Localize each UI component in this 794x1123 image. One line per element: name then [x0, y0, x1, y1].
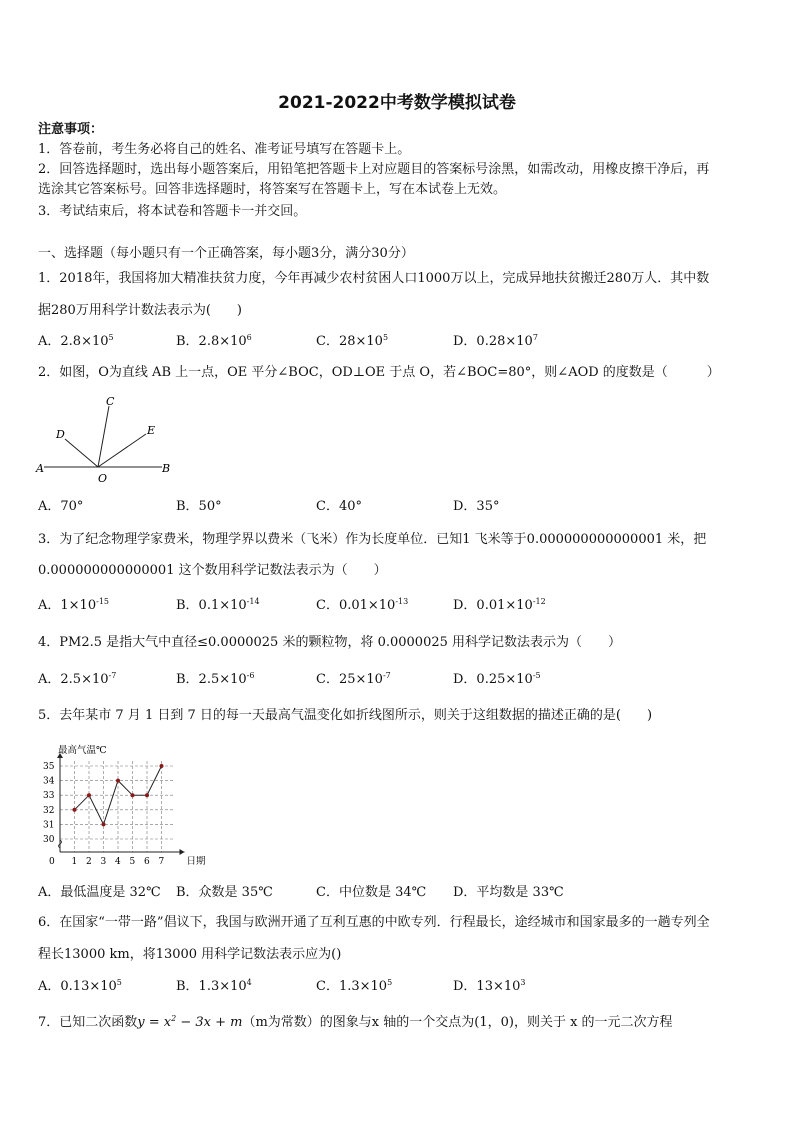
y-tick-label: 34	[43, 776, 55, 787]
question-4-option-a[interactable]: A．$2.5\times 10^{-7}$	[38, 671, 117, 687]
question-6-option-b[interactable]: B．$1.3\times 10^4$	[176, 978, 252, 994]
question-1-option-b[interactable]: B．$2.8\times 10^6$	[176, 333, 252, 349]
question-1-option-a[interactable]: A．$2.8\times 10^5$	[38, 333, 114, 349]
data-point	[160, 764, 164, 768]
question-2-option-a[interactable]: A．70°	[38, 499, 84, 514]
y-tick-label: 30	[43, 835, 55, 845]
question-5-option-b[interactable]: B．众数是 35℃	[176, 885, 273, 900]
question-3-option-d[interactable]: D．$0.01\times 10^{-12}$	[453, 597, 546, 613]
question-4-text: 4．PM2.5 是指大气中直径≤0.0000025 米的颗粒物，将 0.0000025 用科学记数法表示为（ ）	[38, 635, 622, 650]
notice-item-1: 1．答卷前，考生务必将自己的姓名、准考证号填写在答题卡上。	[38, 142, 411, 157]
data-point	[145, 793, 149, 797]
x-tick-label: 4	[115, 857, 121, 867]
question-6-option-d[interactable]: D．$13\times 10^3$	[453, 978, 526, 994]
data-point	[87, 793, 91, 797]
notice-item-2: 2．回答选择题时，选出每小题答案后，用铅笔把答题卡上对应题目的答案标号涂黑，如需改动，用橡皮擦干净后，再	[38, 162, 710, 177]
question-2-text: 2．如图，O为直线 AB 上一点，OE 平分∠BOC，OD⊥OE 于点 O，若∠BOC=80°，则∠AOD 的度数是（ ）	[38, 365, 720, 380]
data-point	[73, 808, 77, 812]
data-point	[116, 779, 120, 783]
y-tick-label: 32	[43, 805, 55, 816]
x-tick-label: 5	[129, 857, 136, 867]
figure-label-a: A	[36, 462, 44, 475]
question-1-option-c[interactable]: C．$28\times 10^5$	[316, 333, 389, 349]
y-tick-label: 33	[43, 791, 55, 802]
figure-label-b: B	[162, 462, 171, 475]
question-5-option-a[interactable]: A．最低温度是 32℃	[38, 885, 161, 900]
x-tick-label: 2	[86, 857, 92, 867]
notice-item-2-cont: 选涂其它答案标号。回答非选择题时，将答案写在答题卡上，写在本试卷上无效。	[38, 182, 507, 197]
question-2-option-d[interactable]: D．35°	[453, 499, 500, 514]
question-6-text-cont: 程长13000 km，将13000 用科学记数法表示应为()	[38, 947, 342, 962]
figure-label-d: D	[56, 428, 65, 441]
y-axis-label: 最高气温℃	[58, 745, 107, 756]
x-tick-label: 7	[158, 857, 165, 867]
x-axis-arrow	[180, 849, 185, 855]
figure-label-c: C	[106, 395, 115, 408]
question-1-text: 1．2018年，我国将加大精准扶贫力度，今年再减少农村贫困人口1000万以上，完成异地扶贫搬迁280万人．其中数	[38, 271, 710, 286]
question-1-text-cont: 据280万用科学计数法表示为( )	[38, 303, 242, 318]
question-4-option-b[interactable]: B．$2.5\times 10^{-6}$	[176, 671, 255, 687]
origin-label: 0	[49, 857, 55, 867]
data-point	[131, 793, 135, 797]
question-3-option-b[interactable]: B．$0.1\times 10^{-14}$	[176, 597, 260, 613]
y-tick-label: 31	[43, 820, 55, 831]
x-tick-label: 3	[100, 857, 107, 867]
question-3-option-c[interactable]: C．$0.01\times 10^{-13}$	[316, 597, 409, 613]
notice-heading: 注意事项：	[38, 122, 104, 137]
question-3-text-cont: 0.000000000000001 这个数用科学记数法表示为（ ）	[38, 563, 387, 578]
x-tick-label: 1	[71, 857, 78, 867]
figure-label-o: O	[98, 472, 108, 485]
x-axis-label: 日期	[186, 856, 206, 867]
quadratic-formula: $y = x^2 - 3x + m$	[137, 1014, 243, 1030]
question-3-option-a[interactable]: A．$1\times 10^{-15}$	[38, 597, 109, 613]
x-tick-label: 6	[144, 857, 150, 867]
notice-item-3: 3．考试结束后，将本试卷和答题卡一并交回。	[38, 204, 307, 219]
question-6-option-a[interactable]: A．$0.13\times 10^5$	[38, 978, 122, 994]
exam-title: 2021-2022中考数学模拟试卷	[278, 93, 516, 113]
question-5-text: 5．去年某市 7 月 1 日到 7 日的每一天最高气温变化如折线图所示，则关于这组数据的描述正确的是( )	[38, 708, 653, 723]
question-2-figure	[34, 392, 179, 486]
question-2-option-c[interactable]: C．40°	[316, 499, 362, 514]
question-7-text: 7．已知二次函数$y = x^2 - 3x + m(m$为常数）的图象与x 轴的一个交点为(1，0)，则关于 x 的一元二次方程	[38, 1014, 673, 1030]
question-2-option-b[interactable]: B．50°	[176, 499, 222, 514]
section-heading: 一、选择题（每小题只有一个正确答案，每小题3分，满分30分）	[38, 246, 414, 261]
data-point	[102, 822, 106, 826]
question-4-option-d[interactable]: D．$0.25\times 10^{-5}$	[453, 671, 541, 687]
question-4-option-c[interactable]: C．$25\times 10^{-7}$	[316, 671, 391, 687]
question-6-option-c[interactable]: C．$1.3\times 10^5$	[316, 978, 393, 994]
question-5-option-d[interactable]: D．平均数是 33℃	[453, 885, 564, 900]
figure-label-e: E	[147, 424, 156, 437]
temperature-line-chart	[38, 734, 208, 868]
question-5-option-c[interactable]: C．中位数是 34℃	[316, 885, 427, 900]
question-3-text: 3．为了纪念物理学家费米，物理学界以费米（飞米）作为长度单位．已知1 飞米等于0.000000000000001 米，把	[38, 532, 707, 547]
question-6-text: 6．在国家“一带一路”倡议下，我国与欧洲开通了互利互惠的中欧专列．行程最长，途经城市和国家最多的一趟专列全	[38, 915, 710, 930]
y-tick-label: 35	[43, 762, 55, 772]
question-1-option-d[interactable]: D．$0.28\times 10^7$	[453, 333, 538, 349]
